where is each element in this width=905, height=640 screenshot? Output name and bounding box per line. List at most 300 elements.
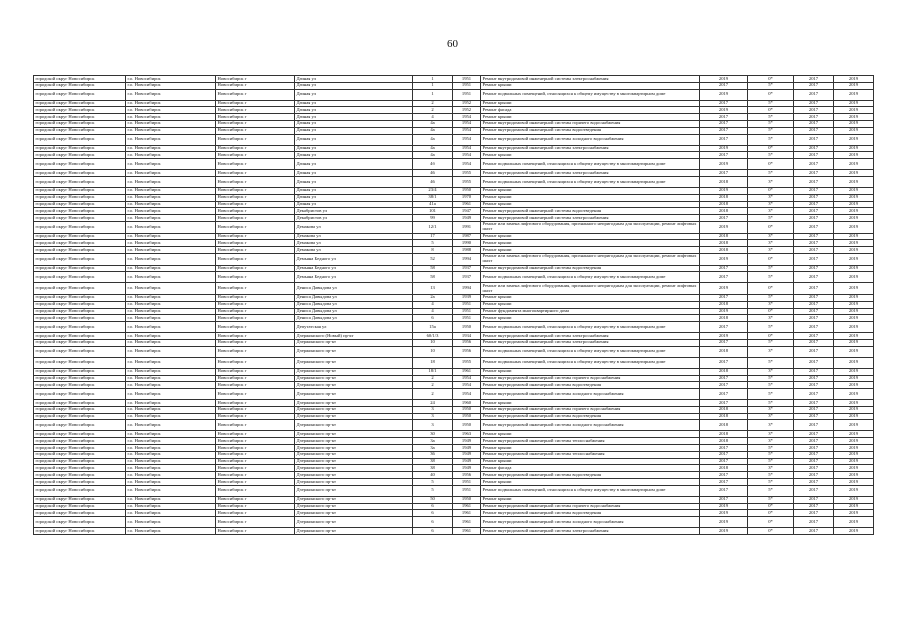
table-row xyxy=(34,322,874,333)
cell-build-year: 1947 xyxy=(453,208,481,215)
cell-cost: 5* xyxy=(748,339,794,346)
cell-house-number: 2а xyxy=(413,294,453,301)
cell-locality: Новосибирск г xyxy=(216,194,295,201)
cell-period-start: 2017 xyxy=(794,240,834,247)
cell-plan-year: 2019 xyxy=(700,528,748,535)
cell-build-year: 1961 xyxy=(453,503,481,510)
cell-plan-year: 2018 xyxy=(700,368,748,375)
cell-street: Дзержинского пр-кт xyxy=(295,413,413,420)
cell-plan-year: 2019 xyxy=(700,89,748,100)
cell-work-type: Ремонт внутридомовой инженерной системы горячего водоснабжения xyxy=(481,406,700,413)
cell-period-end: 2019 xyxy=(834,503,874,510)
cell-period-start: 2017 xyxy=(794,127,834,134)
cell-district: г.о. Новосибирск xyxy=(126,528,216,535)
cell-cost: 3* xyxy=(748,201,794,208)
cell-plan-year: 2017 xyxy=(700,120,748,127)
cell-municipality: городской округ Новосибирск xyxy=(34,389,126,400)
table-row xyxy=(34,413,874,420)
cell-plan-year: 2017 xyxy=(700,400,748,407)
cell-build-year: 1954 xyxy=(453,134,481,145)
cell-house-number: 8 xyxy=(413,247,453,254)
cell-municipality: городской округ Новосибирск xyxy=(34,420,126,431)
cell-plan-year: 2018 xyxy=(700,346,748,357)
cell-period-start: 2017 xyxy=(794,201,834,208)
table-row xyxy=(34,208,874,215)
cell-work-type: Ремонт подвальных помещений, относящихся к общему имуществу в многоквартирном доме xyxy=(481,159,700,170)
table-row xyxy=(34,315,874,322)
cell-district: г.о. Новосибирск xyxy=(126,176,216,187)
cell-locality: Новосибирск г xyxy=(216,187,295,194)
table-row xyxy=(34,127,874,134)
cell-period-start: 2017 xyxy=(794,479,834,486)
cell-locality: Новосибирск г xyxy=(216,114,295,121)
cell-district: г.о. Новосибирск xyxy=(126,368,216,375)
cell-period-end: 2019 xyxy=(834,194,874,201)
table-row xyxy=(34,406,874,413)
cell-build-year: 1949 xyxy=(453,451,481,458)
cell-period-end: 2019 xyxy=(834,127,874,134)
cell-plan-year: 2018 xyxy=(700,413,748,420)
cell-period-end: 2019 xyxy=(834,517,874,528)
cell-build-year: 1951 xyxy=(453,82,481,89)
cell-build-year: 1951 xyxy=(453,89,481,100)
cell-district: г.о. Новосибирск xyxy=(126,107,216,114)
cell-house-number: 4а xyxy=(413,152,453,159)
cell-build-year: 1949 xyxy=(453,458,481,465)
cell-plan-year: 2017 xyxy=(700,134,748,145)
cell-cost: 3* xyxy=(748,465,794,472)
cell-work-type: Ремонт или замена лифтового оборудования, признанного непригодным для эксплуатации, ремонт лифтовых шахт xyxy=(481,283,700,295)
cell-locality: Новосибирск г xyxy=(216,339,295,346)
cell-build-year: 1954 xyxy=(453,152,481,159)
cell-street: Дачная ул xyxy=(295,201,413,208)
cell-period-start: 2017 xyxy=(794,413,834,420)
cell-house-number: 4б xyxy=(413,159,453,170)
cell-district: г.о. Новосибирск xyxy=(126,458,216,465)
cell-municipality: городской округ Новосибирск xyxy=(34,159,126,170)
cell-plan-year: 2017 xyxy=(700,389,748,400)
cell-cost: 0* xyxy=(748,510,794,517)
cell-work-type: Ремонт внутридомовой инженерной системы теплоснабжения xyxy=(481,451,700,458)
cell-house-number: 1 xyxy=(413,76,453,83)
cell-house-number: 3 xyxy=(413,420,453,431)
cell-street: Дзержинского (Новый) пр-кт xyxy=(295,333,413,340)
table-row xyxy=(34,215,874,222)
cell-period-end: 2019 xyxy=(834,176,874,187)
cell-period-end: 2019 xyxy=(834,346,874,357)
cell-period-start: 2017 xyxy=(794,357,834,368)
cell-period-start: 2017 xyxy=(794,472,834,479)
cell-house-number: 6 xyxy=(413,528,453,535)
cell-work-type: Ремонт внутридомовой инженерной системы горячего водоснабжения xyxy=(481,503,700,510)
cell-municipality: городской округ Новосибирск xyxy=(34,283,126,295)
cell-municipality: городской округ Новосибирск xyxy=(34,107,126,114)
cell-district: г.о. Новосибирск xyxy=(126,127,216,134)
cell-locality: Новосибирск г xyxy=(216,431,295,438)
cell-locality: Новосибирск г xyxy=(216,413,295,420)
cell-period-end: 2019 xyxy=(834,82,874,89)
cell-period-start: 2017 xyxy=(794,528,834,535)
cell-district: г.о. Новосибирск xyxy=(126,253,216,265)
cell-cost: 0* xyxy=(748,145,794,152)
cell-house-number: 52 xyxy=(413,253,453,265)
cell-plan-year: 2017 xyxy=(700,100,748,107)
cell-municipality: городской округ Новосибирск xyxy=(34,114,126,121)
cell-period-start: 2017 xyxy=(794,445,834,452)
cell-district: г.о. Новосибирск xyxy=(126,159,216,170)
cell-period-end: 2019 xyxy=(834,496,874,503)
cell-municipality: городской округ Новосибирск xyxy=(34,253,126,265)
cell-cost: 5* xyxy=(748,400,794,407)
cell-municipality: городской округ Новосибирск xyxy=(34,301,126,308)
cell-municipality: городской округ Новосибирск xyxy=(34,215,126,222)
table-row xyxy=(34,368,874,375)
cell-house-number: 2 xyxy=(413,382,453,389)
cell-period-end: 2019 xyxy=(834,438,874,445)
cell-build-year: 1951 xyxy=(453,485,481,496)
cell-work-type: Ремонт фасада xyxy=(481,465,700,472)
cell-street: Дачная ул xyxy=(295,194,413,201)
cell-municipality: городской округ Новосибирск xyxy=(34,208,126,215)
cell-period-end: 2019 xyxy=(834,406,874,413)
cell-house-number: 15а xyxy=(413,322,453,333)
cell-house-number: 4 xyxy=(413,114,453,121)
cell-plan-year: 2019 xyxy=(700,187,748,194)
cell-work-type: Ремонт внутридомовой инженерной системы электроснабжения xyxy=(481,76,700,83)
cell-street: Демакова ул xyxy=(295,247,413,254)
cell-street: Дачная ул xyxy=(295,127,413,134)
cell-period-start: 2017 xyxy=(794,283,834,295)
cell-district: г.о. Новосибирск xyxy=(126,233,216,240)
cell-house-number: 2 xyxy=(413,375,453,382)
cell-build-year: 1937 xyxy=(453,272,481,283)
cell-plan-year: 2018 xyxy=(700,176,748,187)
cell-locality: Новосибирск г xyxy=(216,159,295,170)
cell-build-year: 1952 xyxy=(453,107,481,114)
cell-street: Дзержинского пр-кт xyxy=(295,368,413,375)
cell-work-type: Ремонт внутридомовой инженерной системы электроснабжения xyxy=(481,339,700,346)
cell-plan-year: 2018 xyxy=(700,201,748,208)
cell-locality: Новосибирск г xyxy=(216,208,295,215)
cell-period-end: 2019 xyxy=(834,208,874,215)
cell-municipality: городской округ Новосибирск xyxy=(34,503,126,510)
cell-district: г.о. Новосибирск xyxy=(126,187,216,194)
cell-district: г.о. Новосибирск xyxy=(126,438,216,445)
cell-district: г.о. Новосибирск xyxy=(126,221,216,233)
cell-street: Дзержинского пр-кт xyxy=(295,420,413,431)
cell-cost: 3* xyxy=(748,208,794,215)
cell-municipality: городской округ Новосибирск xyxy=(34,176,126,187)
cell-period-end: 2019 xyxy=(834,308,874,315)
cell-municipality: городской округ Новосибирск xyxy=(34,517,126,528)
cell-build-year: 1949 xyxy=(453,465,481,472)
cell-build-year: 1954 xyxy=(453,382,481,389)
cell-period-start: 2017 xyxy=(794,233,834,240)
cell-house-number: 6 xyxy=(413,315,453,322)
cell-cost: 3* xyxy=(748,406,794,413)
cell-period-start: 2017 xyxy=(794,485,834,496)
cell-build-year: 1949 xyxy=(453,215,481,222)
table-row xyxy=(34,176,874,187)
cell-street: Дениса Давыдова ул xyxy=(295,294,413,301)
cell-work-type: Ремонт крыши xyxy=(481,82,700,89)
cell-locality: Новосибирск г xyxy=(216,368,295,375)
cell-cost: 3* xyxy=(748,233,794,240)
cell-municipality: городской округ Новосибирск xyxy=(34,201,126,208)
cell-period-end: 2019 xyxy=(834,265,874,272)
cell-period-end: 2019 xyxy=(834,215,874,222)
cell-district: г.о. Новосибирск xyxy=(126,215,216,222)
cell-street: Дачная ул xyxy=(295,159,413,170)
cell-period-end: 2019 xyxy=(834,382,874,389)
cell-locality: Новосибирск г xyxy=(216,308,295,315)
cell-locality: Новосибирск г xyxy=(216,89,295,100)
cell-work-type: Ремонт крыши xyxy=(481,194,700,201)
cell-district: г.о. Новосибирск xyxy=(126,465,216,472)
cell-street: Дачная ул xyxy=(295,134,413,145)
cell-street: Демакова ул xyxy=(295,233,413,240)
cell-period-end: 2019 xyxy=(834,107,874,114)
cell-house-number: 38 xyxy=(413,465,453,472)
cell-period-end: 2019 xyxy=(834,240,874,247)
cell-locality: Новосибирск г xyxy=(216,152,295,159)
cell-street: Дзержинского пр-кт xyxy=(295,496,413,503)
cell-period-end: 2019 xyxy=(834,333,874,340)
cell-cost: 0* xyxy=(748,89,794,100)
table-row xyxy=(34,120,874,127)
cell-period-end: 2019 xyxy=(834,294,874,301)
cell-cost: 3* xyxy=(748,368,794,375)
cell-build-year: 1954 xyxy=(453,114,481,121)
cell-street: Демьяна Бедного ул xyxy=(295,253,413,265)
cell-period-end: 2019 xyxy=(834,357,874,368)
cell-house-number: 46 xyxy=(413,176,453,187)
cell-build-year: 1961 xyxy=(453,528,481,535)
cell-street: Дзержинского пр-кт xyxy=(295,528,413,535)
cell-house-number: 58 xyxy=(413,265,453,272)
cell-house-number: 17 xyxy=(413,233,453,240)
cell-work-type: Ремонт крыши xyxy=(481,233,700,240)
cell-work-type: Ремонт внутридомовой инженерной системы водоотведения xyxy=(481,208,700,215)
cell-work-type: Ремонт подвальных помещений, относящихся к общему имуществу в многоквартирном доме xyxy=(481,176,700,187)
cell-cost: 3* xyxy=(748,240,794,247)
cell-build-year: 1950 xyxy=(453,187,481,194)
cell-build-year: 1954 xyxy=(453,375,481,382)
cell-house-number: 41а xyxy=(413,201,453,208)
cell-cost: 3* xyxy=(748,420,794,431)
cell-cost: 3* xyxy=(748,301,794,308)
cell-period-start: 2017 xyxy=(794,322,834,333)
cell-period-start: 2017 xyxy=(794,194,834,201)
cell-locality: Новосибирск г xyxy=(216,294,295,301)
cell-period-start: 2017 xyxy=(794,458,834,465)
table-row xyxy=(34,201,874,208)
cell-street: Дзержинского пр-кт xyxy=(295,382,413,389)
cell-house-number: 23/4 xyxy=(413,187,453,194)
cell-build-year: 1987 xyxy=(453,233,481,240)
cell-cost: 5* xyxy=(748,445,794,452)
cell-plan-year: 2018 xyxy=(700,208,748,215)
cell-work-type: Ремонт внутридомовой инженерной системы водоотведения xyxy=(481,127,700,134)
cell-period-end: 2019 xyxy=(834,375,874,382)
table-row xyxy=(34,170,874,177)
cell-build-year: 1954 xyxy=(453,120,481,127)
cell-house-number: 60/1/3 xyxy=(413,333,453,340)
cell-locality: Новосибирск г xyxy=(216,253,295,265)
cell-plan-year: 2018 xyxy=(700,247,748,254)
cell-plan-year: 2017 xyxy=(700,485,748,496)
cell-build-year: 1951 xyxy=(453,308,481,315)
cell-house-number: 6 xyxy=(413,503,453,510)
cell-period-start: 2017 xyxy=(794,187,834,194)
cell-build-year: 1934 xyxy=(453,333,481,340)
table-row xyxy=(34,528,874,535)
cell-street: Дачная ул xyxy=(295,145,413,152)
cell-district: г.о. Новосибирск xyxy=(126,503,216,510)
cell-house-number: 38 xyxy=(413,458,453,465)
cell-period-end: 2019 xyxy=(834,120,874,127)
cell-municipality: городской округ Новосибирск xyxy=(34,315,126,322)
cell-period-start: 2017 xyxy=(794,375,834,382)
cell-work-type: Ремонт подвальных помещений, относящихся к общему имуществу в многоквартирном доме xyxy=(481,89,700,100)
cell-build-year: 1961 xyxy=(453,201,481,208)
cell-period-end: 2019 xyxy=(834,201,874,208)
cell-cost: 5* xyxy=(748,458,794,465)
cell-period-end: 2019 xyxy=(834,528,874,535)
cell-cost: 5* xyxy=(748,485,794,496)
cell-work-type: Ремонт внутридомовой инженерной системы электроснабжения xyxy=(481,333,700,340)
cell-plan-year: 2017 xyxy=(700,215,748,222)
cell-build-year: 1955 xyxy=(453,176,481,187)
cell-street: Дзержинского пр-кт xyxy=(295,503,413,510)
cell-district: г.о. Новосибирск xyxy=(126,322,216,333)
cell-locality: Новосибирск г xyxy=(216,221,295,233)
cell-house-number: 2 xyxy=(413,107,453,114)
cell-work-type: Ремонт крыши xyxy=(481,368,700,375)
cell-cost: 5* xyxy=(748,170,794,177)
cell-house-number: 3 xyxy=(413,413,453,420)
cell-build-year: 1954 xyxy=(453,159,481,170)
cell-plan-year: 2017 xyxy=(700,382,748,389)
cell-build-year: 1990 xyxy=(453,240,481,247)
cell-street: Дзержинского пр-кт xyxy=(295,465,413,472)
cell-period-end: 2019 xyxy=(834,339,874,346)
cell-cost: 5* xyxy=(748,357,794,368)
cell-period-start: 2017 xyxy=(794,272,834,283)
cell-municipality: городской округ Новосибирск xyxy=(34,510,126,517)
cell-locality: Новосибирск г xyxy=(216,517,295,528)
cell-build-year: 1951 xyxy=(453,76,481,83)
cell-period-start: 2017 xyxy=(794,496,834,503)
cell-municipality: городской округ Новосибирск xyxy=(34,368,126,375)
cell-municipality: городской округ Новосибирск xyxy=(34,375,126,382)
cell-cost: 0* xyxy=(748,308,794,315)
cell-build-year: 1961 xyxy=(453,368,481,375)
cell-municipality: городской округ Новосибирск xyxy=(34,458,126,465)
cell-municipality: городской округ Новосибирск xyxy=(34,265,126,272)
cell-street: Дениса Давыдова ул xyxy=(295,315,413,322)
cell-locality: Новосибирск г xyxy=(216,445,295,452)
cell-period-end: 2019 xyxy=(834,458,874,465)
cell-plan-year: 2019 xyxy=(700,333,748,340)
table-row xyxy=(34,485,874,496)
table-row xyxy=(34,503,874,510)
cell-district: г.о. Новосибирск xyxy=(126,517,216,528)
cell-house-number: 3а xyxy=(413,445,453,452)
cell-locality: Новосибирск г xyxy=(216,438,295,445)
cell-plan-year: 2017 xyxy=(700,458,748,465)
cell-period-end: 2019 xyxy=(834,485,874,496)
cell-locality: Новосибирск г xyxy=(216,420,295,431)
cell-work-type: Ремонт крыши xyxy=(481,400,700,407)
table-row xyxy=(34,134,874,145)
cell-plan-year: 2017 xyxy=(700,114,748,121)
table-row xyxy=(34,420,874,431)
cell-work-type: Ремонт внутридомовой инженерной системы электроснабжения xyxy=(481,528,700,535)
cell-work-type: Ремонт крыши xyxy=(481,100,700,107)
cell-street: Дачная ул xyxy=(295,76,413,83)
table-row xyxy=(34,294,874,301)
cell-work-type: Ремонт крыши xyxy=(481,240,700,247)
cell-cost: 5* xyxy=(748,152,794,159)
cell-district: г.о. Новосибирск xyxy=(126,208,216,215)
cell-period-end: 2019 xyxy=(834,413,874,420)
cell-period-end: 2019 xyxy=(834,221,874,233)
cell-plan-year: 2017 xyxy=(700,294,748,301)
cell-work-type: Ремонт внутридомовой инженерной системы холодного водоснабжения xyxy=(481,389,700,400)
cell-district: г.о. Новосибирск xyxy=(126,134,216,145)
cell-locality: Новосибирск г xyxy=(216,201,295,208)
cell-period-start: 2017 xyxy=(794,120,834,127)
cell-locality: Новосибирск г xyxy=(216,389,295,400)
cell-period-start: 2017 xyxy=(794,107,834,114)
cell-municipality: городской округ Новосибирск xyxy=(34,120,126,127)
table-row xyxy=(34,265,874,272)
cell-street: Дзержинского пр-кт xyxy=(295,431,413,438)
cell-plan-year: 2019 xyxy=(700,221,748,233)
cell-period-end: 2019 xyxy=(834,134,874,145)
cell-district: г.о. Новосибирск xyxy=(126,194,216,201)
cell-plan-year: 2017 xyxy=(700,82,748,89)
cell-municipality: городской округ Новосибирск xyxy=(34,240,126,247)
cell-house-number: 6 xyxy=(413,517,453,528)
cell-street: Дзержинского пр-кт xyxy=(295,485,413,496)
cell-house-number: 18 xyxy=(413,357,453,368)
cell-municipality: городской округ Новосибирск xyxy=(34,187,126,194)
table-row xyxy=(34,107,874,114)
cell-street: Декабристов ул xyxy=(295,208,413,215)
cell-build-year: 1950 xyxy=(453,406,481,413)
cell-district: г.о. Новосибирск xyxy=(126,382,216,389)
cell-period-start: 2017 xyxy=(794,333,834,340)
works-table xyxy=(33,75,874,535)
cell-municipality: городской округ Новосибирск xyxy=(34,472,126,479)
cell-period-start: 2017 xyxy=(794,253,834,265)
cell-build-year: 1956 xyxy=(453,339,481,346)
table-row xyxy=(34,479,874,486)
page-number: 60 xyxy=(447,38,458,50)
cell-locality: Новосибирск г xyxy=(216,82,295,89)
table-row xyxy=(34,382,874,389)
cell-plan-year: 2017 xyxy=(700,357,748,368)
cell-plan-year: 2017 xyxy=(700,472,748,479)
cell-plan-year: 2019 xyxy=(700,253,748,265)
cell-locality: Новосибирск г xyxy=(216,485,295,496)
cell-house-number: 4а xyxy=(413,127,453,134)
cell-period-start: 2017 xyxy=(794,438,834,445)
cell-street: Дачная ул xyxy=(295,187,413,194)
cell-cost: 5* xyxy=(748,265,794,272)
